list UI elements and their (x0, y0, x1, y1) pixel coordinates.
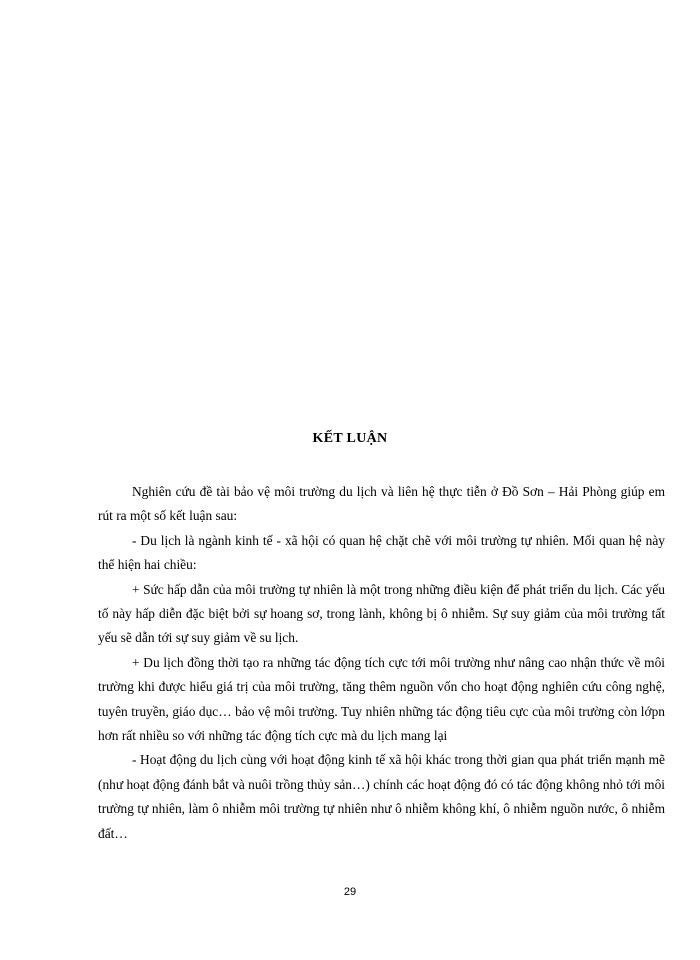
paragraph-positive-impacts: + Du lịch đồng thời tạo ra những tác động tích cực tới môi trường như nâng cao nhận thức về môi trường khi được hiểu giá trị của môi trường, tăng thêm nguồn vốn cho hoạt động nghiên cứu công nghệ, tuyên truyền, giáo dục… bảo vệ môi trường. Tuy nhiên những tác động tiêu cực của môi trường còn lớpn hơn rất nhiều so với những tác động tích cực mà du lịch mang lại (98, 654, 665, 744)
paragraph-tourism-relationship: - Du lịch là ngành kinh tế - xã hội có quan hệ chặt chẽ với môi trường tự nhiên. Mối quan hệ này thể hiện hai chiều: (98, 532, 665, 573)
paragraph-pollution-impacts: - Hoạt động du lịch cùng với hoạt động kinh tế xã hội khác trong thời gian qua phát triển mạnh mẽ (như hoạt động đánh bắt và nuôi trồng thủy sản…) chính các hoạt động đó có tác động không nhỏ tới môi trường tự nhiên, làm ô nhiễm môi trường tự nhiên như ô nhiễm không khí, ô nhiễm nguồn nước, ô nhiễm đất… (98, 752, 665, 841)
document-body (98, 480, 665, 846)
paragraph-natural-attraction: + Sức hấp dẫn của môi trường tự nhiên là một trong những điều kiện để phát triển du lịch. Các yếu tố này hấp diễn đặc biệt bởi sự hoang sơ, trong lành, không bị ô nhiễm. Sự suy giảm của môi trường tất yếu sẽ dẫn tới sự suy giảm về su lịch. (98, 581, 665, 646)
page-title: KẾT LUẬN (312, 431, 388, 446)
paragraph-intro: Nghiên cứu đề tài bảo vệ môi trường du lịch và liên hệ thực tiễn ở Đồ Sơn – Hải Phòng giúp em rút ra một số kết luận sau: (98, 484, 665, 524)
page-number: 29 (343, 886, 357, 898)
